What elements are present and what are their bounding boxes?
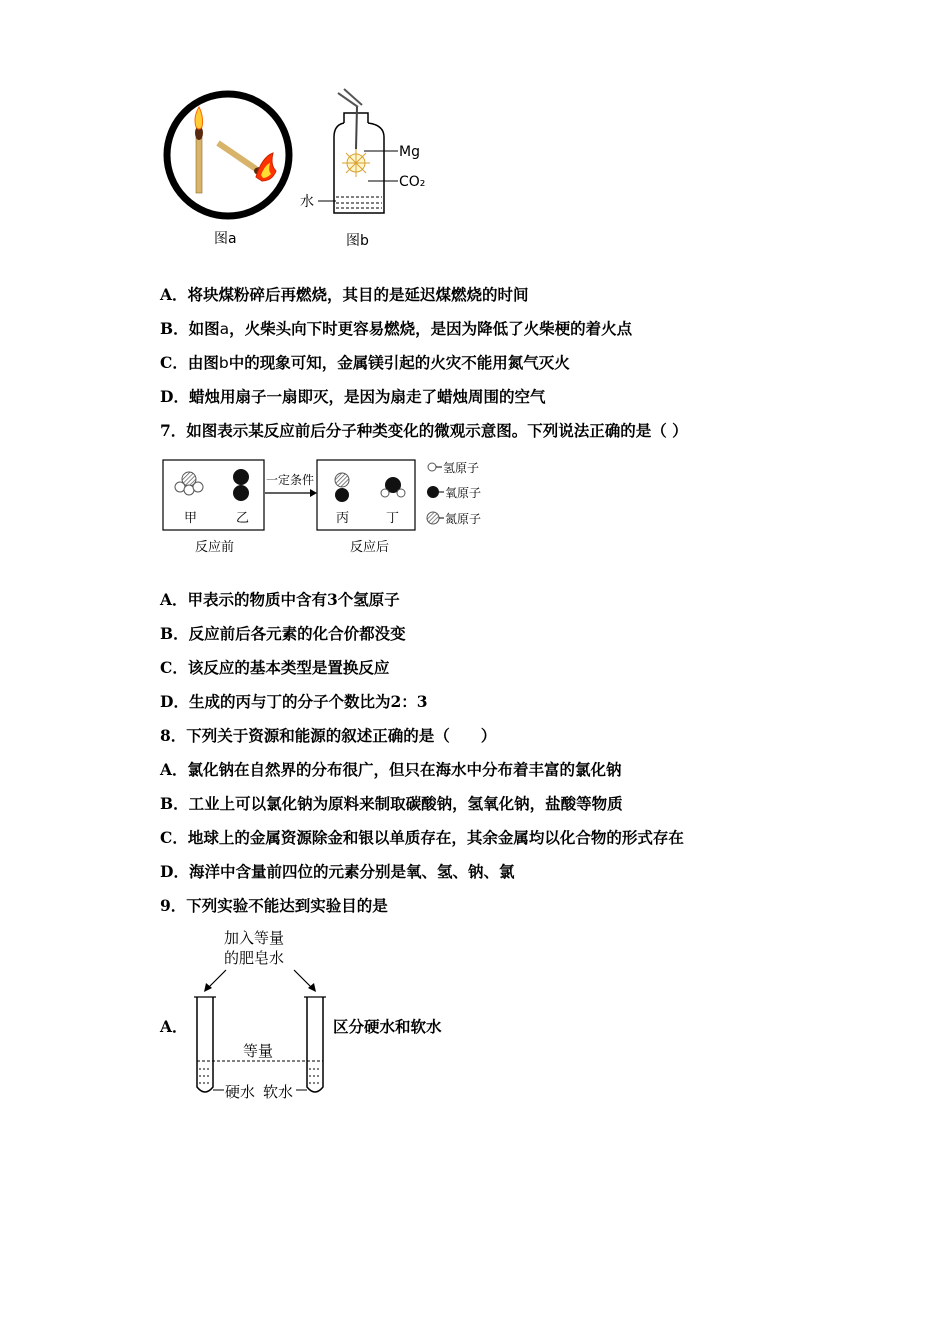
yi-o-atom-1: [233, 469, 249, 485]
q6-option-b-pre: B．如图: [160, 319, 220, 338]
hard-water-label: 硬水: [225, 1083, 256, 1101]
bing-o-atom: [335, 488, 349, 502]
jia-label: 甲: [184, 511, 198, 526]
water-label: 水: [300, 194, 314, 210]
legend-n-icon: [427, 512, 439, 524]
legend-o-icon: [427, 486, 439, 498]
ding-label: 丁: [386, 511, 400, 526]
figure-a-label: 图a: [214, 231, 237, 247]
figure-6: [158, 85, 448, 255]
legend-n: 氮原子: [445, 512, 482, 526]
before-label: 反应前: [195, 540, 235, 555]
bing-label: 丙: [336, 511, 350, 526]
figure-b-label: 图b: [346, 233, 369, 249]
q7-option-a: A．甲表示的物质中含有3个氢原子: [160, 590, 400, 609]
figure-6-svg: [158, 85, 448, 255]
yi-label: 乙: [236, 511, 250, 526]
top-label-1: 加入等量: [224, 929, 285, 947]
legend-h: 氢原子: [443, 461, 480, 475]
soft-water-label: 软水: [263, 1083, 294, 1101]
legend-o: 氧原子: [445, 486, 482, 500]
equal-label: 等量: [243, 1042, 274, 1060]
figure-9: [190, 925, 335, 1105]
figure-9-svg: [190, 925, 335, 1105]
q7-option-b: B．反应前后各元素的化合价都没变: [160, 624, 406, 643]
q9-stem: 9．下列实验不能达到实验目的是: [160, 896, 388, 915]
q6-option-c-pre: C．由图: [160, 353, 219, 372]
top-label-2: 的肥皂水: [224, 949, 285, 967]
q9-option-a-label: A．: [160, 1017, 188, 1036]
figure-7: [160, 455, 500, 560]
figure-7-svg: [160, 455, 500, 560]
q6-option-b: [160, 319, 632, 339]
q6-option-c: [160, 353, 570, 373]
q8-option-d: D．海洋中含量前四位的元素分别是氧、氢、钠、氯: [160, 862, 515, 881]
match-vertical: [196, 137, 202, 193]
q6-option-a: A．将块煤粉碎后再燃烧，其目的是延迟煤燃烧的时间: [160, 285, 529, 304]
mg-strip: [356, 107, 357, 149]
q7-stem: 7．如图表示某反应前后分子种类变化的微观示意图。下列说法正确的是（ ）: [160, 421, 688, 440]
q9-option-a-text: 区分硬水和软水: [333, 1017, 442, 1036]
q6-option-b-post: ，火柴头向下时更容易燃烧，是因为降低了火柴梗的着火点: [229, 319, 633, 338]
arrow-left: [208, 970, 226, 988]
mg-flame: [342, 149, 370, 177]
tube-right: [307, 997, 323, 1092]
tube-left: [197, 997, 213, 1092]
after-label: 反应后: [350, 540, 390, 555]
mg-label: Mg: [399, 144, 420, 160]
q7-option-d: D．生成的丙与丁的分子个数比为2：3: [160, 692, 428, 711]
q6-option-b-mark: a: [219, 320, 230, 338]
match-diagonal: [218, 143, 256, 169]
arrow-right: [294, 970, 312, 988]
co2-label: CO₂: [399, 174, 426, 190]
bing-n-atom: [335, 473, 349, 487]
yi-o-atom-2: [233, 485, 249, 501]
q8-stem: 8．下列关于资源和能源的叙述正确的是（ ）: [160, 726, 497, 745]
q6-option-c-post: 中的现象可知，金属镁引起的火灾不能用氮气灭火: [228, 353, 570, 372]
q8-option-b: B．工业上可以氯化钠为原料来制取碳酸钠，氢氧化钠，盐酸等物质: [160, 794, 623, 813]
q8-option-a: A．氯化钠在自然界的分布很广，但只在海水中分布着丰富的氯化钠: [160, 760, 622, 779]
q6-option-c-mark: b: [218, 354, 229, 372]
q6-option-d: D．蜡烛用扇子一扇即灭，是因为扇走了蜡烛周围的空气: [160, 387, 546, 406]
legend-h-icon: [428, 463, 436, 471]
q7-option-c: C．该反应的基本类型是置换反应: [160, 658, 390, 677]
condition-label: 一定条件: [266, 473, 315, 487]
flame-1: [195, 107, 203, 129]
q8-option-c: C．地球上的金属资源除金和银以单质存在，其余金属均以化合物的形式存在: [160, 828, 684, 847]
